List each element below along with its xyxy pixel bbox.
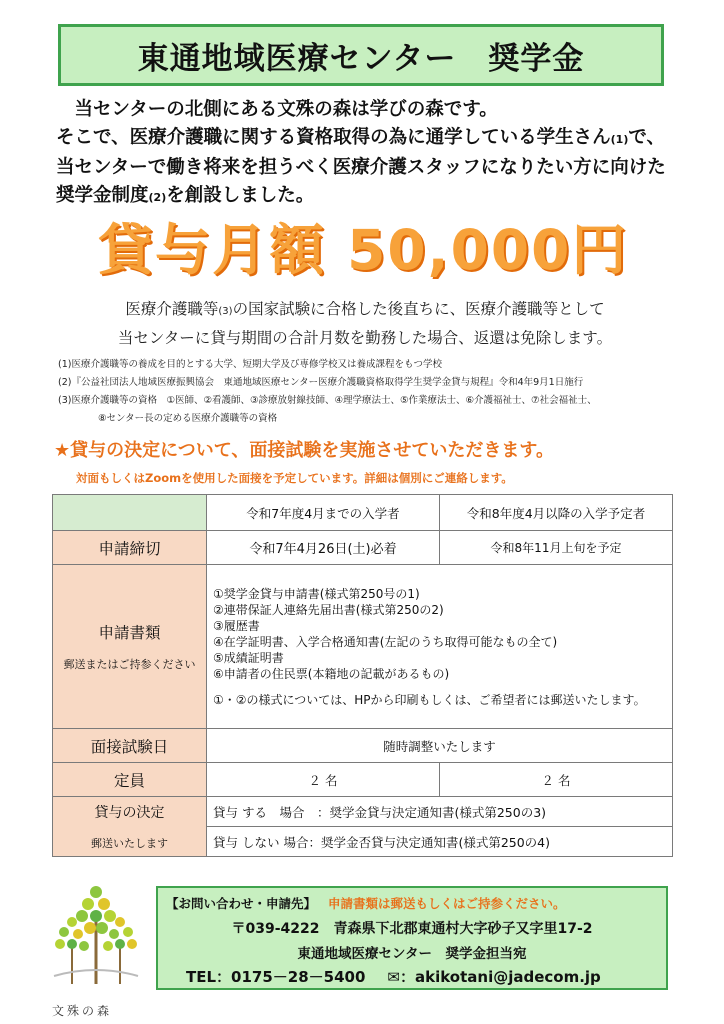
column-header-current: 令和7年度4月までの入学者 [207, 495, 440, 531]
contact-phone-email [186, 966, 601, 987]
interview-date-label: 面接試験日 [53, 729, 207, 763]
table-header-row [53, 495, 673, 531]
contact-address: 〒039-4222 青森県下北郡東通村大字砂子又字里17-2 [231, 921, 593, 937]
deadline-current: 令和7年4月26日(土)必着 [207, 531, 440, 565]
document-item: ⑥申請者の住民票(本籍地の記載があるもの) [213, 666, 450, 681]
page-title: 東通地域医療センター 奨学金 [137, 40, 585, 77]
table-row-decision-yes [53, 797, 673, 827]
footnote: (2)『公益社団法人地域医療振興協会 東通地域医療センター医療介護職資格取得学生奨学金貸与規程』令和4年9月1日施行 [58, 377, 584, 388]
contact-label: 【お問い合わせ・申請先】 [166, 896, 317, 911]
contact-tel: TEL：0175－28－5400 [186, 968, 366, 986]
contact-org: 東通地域医療センター 奨学金担当宛 [297, 946, 527, 962]
footnotes [58, 356, 698, 428]
deadline-label: 申請締切 [53, 531, 207, 565]
decision-no: 貸与 しない 場合：奨学金否貸与決定通知書(様式第250の4) [207, 827, 673, 857]
document-item: ④在学証明書、入学合格通知書(左記のうち取得可能なもの全て) [213, 634, 558, 649]
document-item: ⑤成績証明書 [213, 650, 284, 665]
logo-text: 文殊の森 [52, 1004, 113, 1018]
table-corner-cell [53, 495, 207, 531]
contact-header [166, 894, 566, 912]
documents-sublabel: 郵送またはご持参ください [63, 657, 196, 671]
capacity-future: ２ 名 [440, 763, 673, 797]
documents-list [207, 565, 673, 729]
contact-emphasis: 申請書類は郵送もしくはご持参ください。 [328, 896, 566, 911]
documents-label-cell [53, 565, 207, 729]
footnote: ⑧センター長の定める医療介護職等の資格 [98, 413, 278, 424]
decision-yes: 貸与 する 場合 ：奨学金貸与決定通知書(様式第250の3) [207, 797, 673, 827]
decision-sublabel: 郵送いたします [91, 836, 168, 850]
footnote: (3)医療介護職等の資格 ①医師、②看護師、③診療放射線技師、④理学療法士、⑤作業療法士、⑥介護福祉士、⑦社会福祉士、 [58, 395, 597, 406]
interview-date-value: 随時調整いたします [207, 729, 673, 763]
intro-paragraph [56, 96, 696, 212]
monthly-amount: 貸与月額 50,000円 [98, 218, 629, 282]
capacity-label: 定員 [53, 763, 207, 797]
document-item: ②連帯保証人連絡先届出書(様式第250の2) [213, 602, 444, 617]
contact-email[interactable]: ✉：akikotani@jadecom.jp [387, 968, 601, 986]
return-condition [60, 296, 670, 351]
intro-line-4: 奨学金制度(2)を創設しました。 [56, 185, 315, 206]
column-header-future: 令和8年度4月以降の入学予定者 [440, 495, 673, 531]
documents-label: 申請書類 [98, 623, 161, 642]
table-row-interview [53, 729, 673, 763]
table-row-capacity [53, 763, 673, 797]
capacity-current: ２ 名 [207, 763, 440, 797]
document-item: ③履歴書 [213, 618, 260, 633]
decision-label: 貸与の決定 [94, 804, 165, 821]
documents-note: ①・②の様式については、HPから印刷もしくは、ご希望者には郵送いたします。 [213, 692, 646, 707]
table-row-deadline [53, 531, 673, 565]
deadline-future: 令和8年11月上旬を予定 [440, 531, 673, 565]
condition-line-2: 当センターに貸与期間の合計月数を勤務した場合、返還は免除します。 [117, 329, 613, 347]
decision-label-cell [53, 797, 207, 857]
monju-forest-logo [44, 876, 148, 996]
intro-line-3: 当センターで働き将来を担うべく医療介護スタッフになりたい方に向けた [56, 157, 666, 178]
table-row-documents [53, 565, 673, 729]
condition-line-1: 医療介護職等(3)の国家試験に合格した後直ちに、医療介護職等として [125, 300, 605, 318]
title-banner [58, 24, 664, 86]
interview-subtext: 対面もしくはZoomを使用した面接を予定しています。詳細は個別にご連絡します。 [76, 471, 513, 485]
document-item: ①奨学金貸与申請書(様式第250号の1) [213, 586, 420, 601]
tree-logo-icon [44, 876, 148, 996]
contact-box [156, 886, 668, 990]
footnote: (1)医療介護職等の養成を目的とする大学、短期大学及び専修学校又は養成課程をもつ学校 [58, 359, 442, 370]
application-table [52, 494, 673, 857]
intro-line-1: 当センターの北側にある文殊の森は学びの森です。 [74, 99, 498, 120]
intro-line-2: そこで、医療介護職に関する資格取得の為に通学している学生さん(1)で、 [56, 127, 665, 148]
interview-heading: ★貸与の決定について、面接試験を実施させていただきます。 [54, 440, 554, 461]
